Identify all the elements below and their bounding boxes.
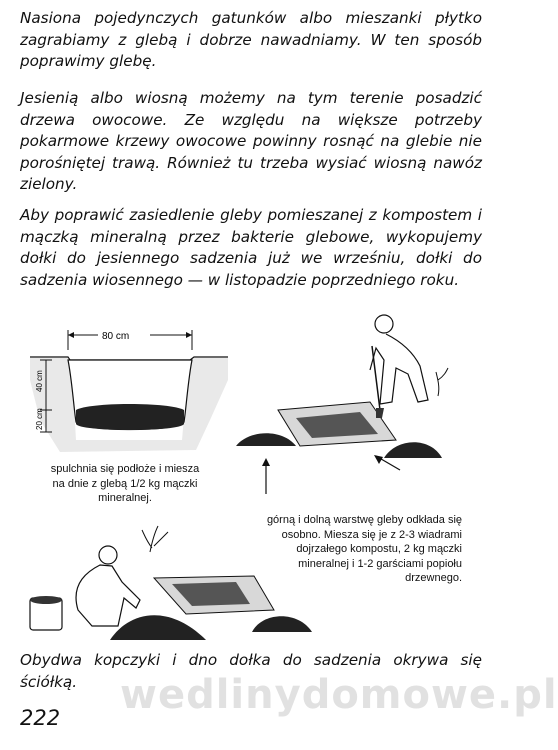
depth-label-40: 40 cm xyxy=(35,370,44,392)
paragraph-1: Nasiona pojedynczych gatunków albo mieszanki płytko zagrabiamy z glebą i dobrze nawadniamy. W ten sposób poprawimy glebę. xyxy=(20,9,482,70)
width-label: 80 cm xyxy=(102,331,130,342)
paragraph-2: Jesienią albo wiosną możemy na tym terenie posadzić drzewa owocowe. Ze względu na większe potrzeby pokarmowe krzewy owocowe powinny rosnąć na glebie nie porośniętej trawą. Również tu trzeba wysiać wiosną nawóz zielony. xyxy=(20,89,482,193)
page-number: 222 xyxy=(20,706,61,730)
digging-scene xyxy=(236,315,448,494)
paragraph-3: Aby poprawić zasiedlenie gleby pomieszanej z kompostem i mączką mineralną przez bakterie glebowe, wykopujemy dołki do jesiennego sadzenia już we wrześniu, dołki do sadzenia wiosennego — w listopadzie poprzedniego roku. xyxy=(20,206,482,289)
paragraph-4: Obydwa kopczyki i dno dołka do sadzenia okrywa się ściółką. xyxy=(20,651,482,691)
depth-label-20: 20 cm xyxy=(35,408,44,430)
caption-right: górną i dolną warstwę gleby odkłada się osobno. Miesza się je z 2-3 wiadrami dojrzałego kompostu, 2 kg mączki mineralnej i 1-2 garściami popiołu drzewnego. xyxy=(266,514,462,584)
hole-cross-section xyxy=(30,330,228,452)
caption-left: spulchnia się podłoże i miesza na dnie z glebą 1/2 kg mączki mineralnej. xyxy=(50,463,200,504)
watermark: wedlinydomowe.pl xyxy=(120,672,558,718)
